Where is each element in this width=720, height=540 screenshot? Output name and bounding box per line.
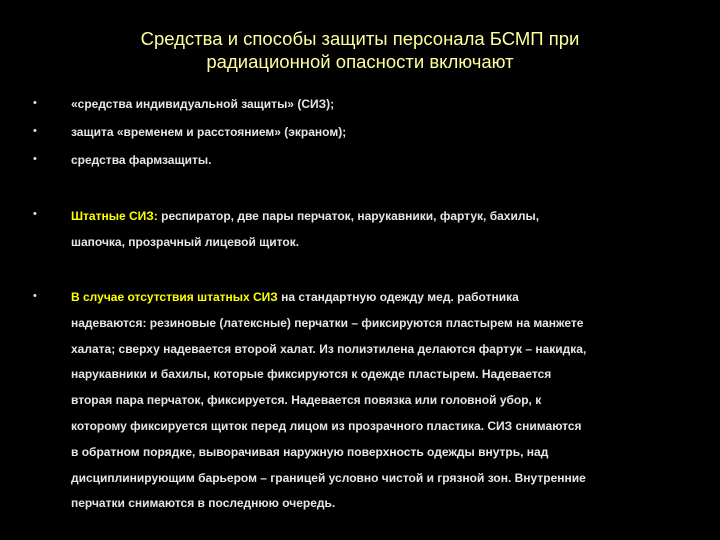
standard-siz-lines [71, 203, 691, 255]
absence-line: которому фиксируется щиток перед лицом из прозрачного пластика. СИЗ снимаются [71, 418, 582, 433]
standard-siz-label: Штатные СИЗ: [71, 209, 158, 223]
absence-lines [71, 285, 691, 517]
bullet-icon: • [33, 125, 37, 137]
absence-line: дисциплинирующим барьером – границей условно чистой и грязной зон. Внутренние [71, 470, 586, 485]
absence-line-1 [71, 285, 691, 311]
list-item-text: средства фармзащиты. [71, 153, 212, 167]
slide-title-line-2: радиационной опасности включают [206, 51, 514, 72]
slide-title [60, 27, 660, 73]
absence-line-1-rest: на стандартную одежду мед. работника [277, 290, 519, 304]
bullet-icon: • [33, 97, 37, 109]
standard-siz-line-2: шапочка, прозрачный лицевой щиток. [71, 235, 300, 249]
bullet-icon: • [33, 153, 37, 165]
bullet-icon: • [33, 290, 37, 302]
bullet-icon: • [33, 208, 37, 220]
absence-line: вторая пара перчаток, фиксируется. Надевается повязка или головной убор, к [71, 393, 542, 408]
absence-line: надеваются: резиновые (латексные) перчатки – фиксируются пластырем на манжете [71, 315, 584, 330]
absence-line: в обратном порядке, выворачивая наружную поверхность одежды внутрь, над [71, 444, 549, 459]
absence-line: халата; сверху надевается второй халат. Из полиэтилена делаются фартук – накидка, [71, 341, 587, 356]
list-item-text: защита «временем и расстоянием» (экраном); [71, 125, 347, 139]
absence-line: перчатки снимаются в последнюю очередь. [71, 496, 336, 511]
standard-siz-line-1 [71, 203, 691, 229]
standard-siz-list: респиратор, две пары перчаток, нарукавники, фартук, бахилы, [157, 209, 540, 223]
absence-label: В случае отсутствия штатных СИЗ [71, 290, 278, 304]
absence-line: нарукавники и бахилы, которые фиксируются к одежде пластырем. Надевается [71, 367, 552, 382]
slide-title-line-1: Средства и способы защиты персонала БСМП при [140, 28, 580, 49]
list-item-text: «средства индивидуальной защиты» (СИЗ); [71, 97, 335, 111]
